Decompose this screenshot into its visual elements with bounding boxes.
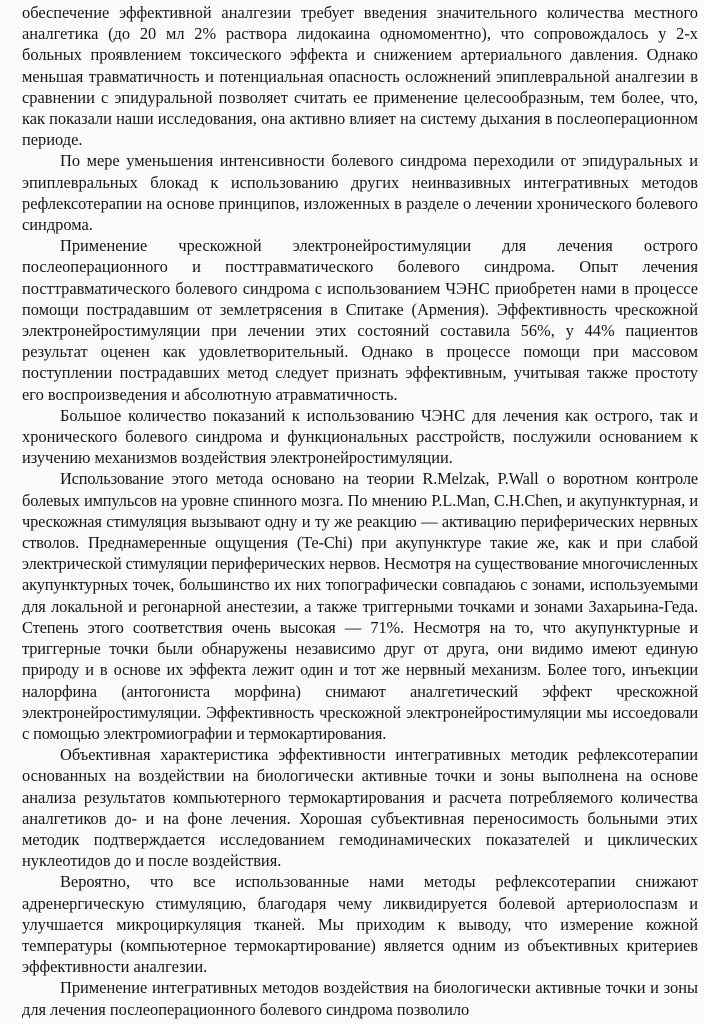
paragraph-analgesia-continuation: обеспечение эффективной аналгезии требует введения значительного количества местного аналгетика (до 20 мл 2% раствора лидокаина одномоментно), что сопровождалось у 2-х больных проявлением токсического эффекта и снижением артериального давления. Однако меньшая травматичность и потенциальная опасность осложнений эпиплевральной аналгезии в сравнении с эпидуральной позволяет считать ее применение целесообразным, тем более, что, как показали наши исследования, она активно влияет на систему дыхания в послеоперационном периоде. <box>22 3 698 150</box>
paragraph-integrative-methods-cutoff: Применение интегративных методов воздействия на биологически активные точки и зоны для лечения послеоперационного болевого синдрома позволило <box>22 978 698 1019</box>
body-text <box>22 2 698 1020</box>
paragraph-tens-application: Применение чрескожной электронейростимуляции для лечения острого послеоперационного и посттравматического болевого синдрома. Опыт лечения посттравматического болевого синдрома с использованием ЧЭНС приобретен нами в процессе помощи пострадавшим от землетрясения в Спитаке (Армения). Эффективность чрескожной электронейростимуляции при лечении этих состояний составила 56%, у 44% пациентов результат оценен как удовлетворительный. Однако в процессе помощи при массовом поступлении пострадавших метод следует признать эффективным, учитывая также простоту его воспроизведения и абсолютную атравматичность. <box>22 236 698 404</box>
paragraph-conclusion-thermography: Вероятно, что все использованные нами методы рефлексотерапии снижают адренергическую стимуляцию, благодаря чему ликвидируется болевой артериолоспазм и улучшается микроциркуляция тканей. Мы приходим к выводу, что измерение кожной температуры (компьютерное термокартирование) является одним из объективных критериев эффективности аналгезии. <box>22 872 698 977</box>
paragraph-transition-methods: По мере уменьшения интенсивности болевого синдрома переходили от эпидуральных и эпиплевральных блокад к использованию других неинвазивных интегративных методов рефлексотерапии на основе принципов, изложенных в разделе о лечении хронического болевого синдрома. <box>22 151 698 235</box>
paragraph-gate-control-theory: Использование этого метода основано на теории R.Melzak, P.Wall о воротном контроле болевых импульсов на уровне спинного мозга. По мнению P.L.Man, C.H.Chen, и акупунктурная, и чрескожная стимуляция вызывают одну и ту же реакцию — активацию периферических нервных стволов. Преднамеренные ощущения (Те-Chi) при акупунктуре такие же, как и при слабой электрической стимуляции периферических нервов. Несмотря на существование многочисленных акупунктурных точек, большинство их них топографически совпадаюь с зонами, используемыми для локальной и регонарной анестезии, а также триггерными точками и зонами Захарьина-Геда. Степень этого соответствия очень высокая — 71%. Несмотря на то, что акупунктурные и триггерные точки были обнаружены независимо друг от друга, они видимо имеют единую природу и в основе их эффекта лежит один и тот же нервный механизм. Более того, инъекции налорфина (антогониста морфина) снимают аналгетический эффект чрескожной электронейростимуляции. Эффективность чрескожной электронейростимуляции мы иссоедовали с помощью электромиографии и термокартирования. <box>22 469 698 743</box>
paragraph-tens-indications: Большое количество показаний к использованию ЧЭНС для лечения как острого, так и хронического болевого синдрома и функциональных расстройств, послужили основанием к изучению механизмов воздействия электронейростимуляции. <box>22 405 698 468</box>
paragraph-objective-characteristics: Объективная характеристика эффективности интегративных методик рефлексотерапии основанных на воздействии на биологически активные точки и зоны выполнена на основе анализа результатов компьютерного термокартирования и расчета потребляемого количества аналгетиков до- и на фоне лечения. Хорошая субъективная переносимость больными этих методик подтверждается исследованием гемодинамических показателей и циклических нуклеотидов до и после воздействия. <box>22 745 698 871</box>
